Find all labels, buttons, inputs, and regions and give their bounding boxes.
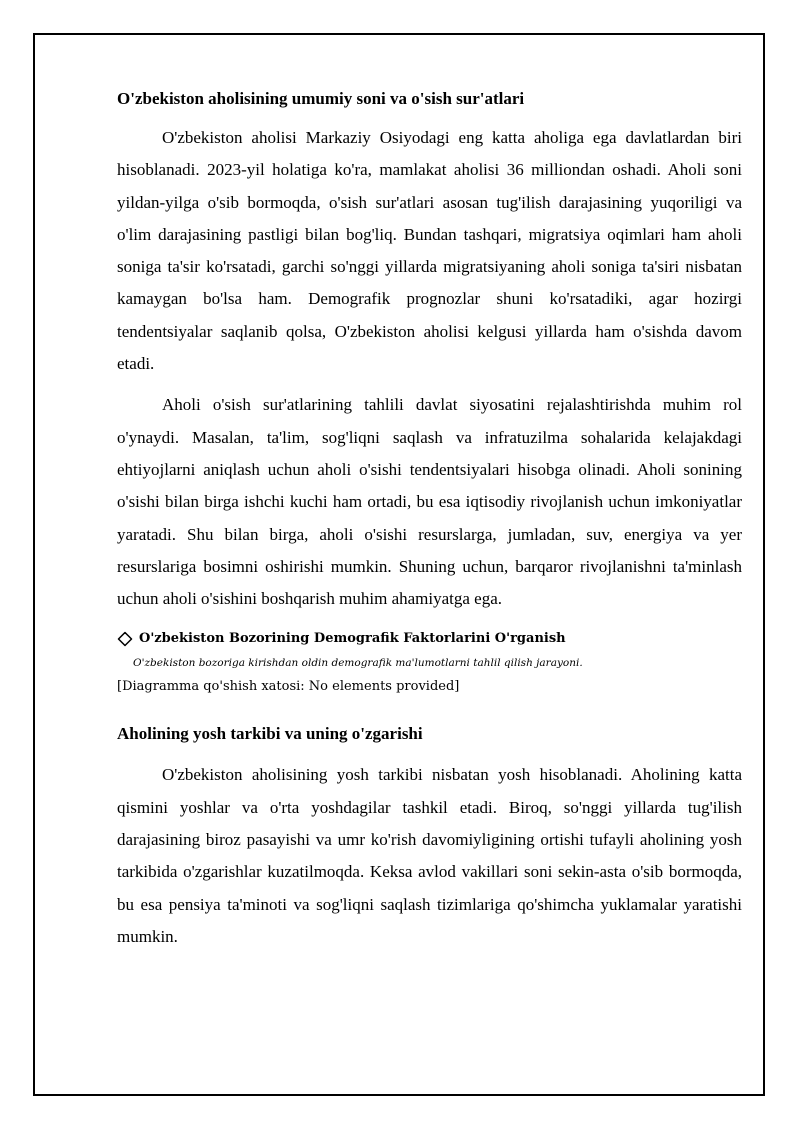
diagram-error-message: [Diagramma qo'shish xatosi: No elements provided] — [117, 679, 460, 695]
section-heading-age-structure: Aholining yosh tarkibi va uning o'zgarishi — [117, 724, 423, 744]
section-heading-population: O'zbekiston aholisining umumiy soni va o'sish sur'atlari — [117, 89, 525, 108]
paragraph-population-1: O'zbekiston aholisi Markaziy Osiyodagi eng katta aholiga ega davlatlardan biri hisoblanadi. 2023-yil holatiga ko'ra, mamlakat aholisi 36 milliondan oshadi. Aholi soni yildan-yilga o'sib bormoqda, o'sish sur'atlari asosan tug'ilish darajasining yuqoriligi va o'lim darajasining pastligi bilan bog'liq. Bundan tashqari, migratsiya oqimlari ham aholi soniga ta'sir ko'rsatadi, garchi so'nggi yillarda migratsiyaning aholi soniga ta'siri nisbatan kamaygan bo'lsa ham. Demografik prognozlar shuni ko'rsatadiki, agar hozirgi tendentsiyalar saqlanib qolsa, O'zbekiston aholisi kelgusi yillarda ham o'sishda davom etadi. — [117, 128, 742, 374]
diagram-title — [117, 629, 742, 649]
diagram-caption: O'zbekiston bozoriga kirishdan oldin demografik ma'lumotlarni tahlil qilish jarayoni. — [133, 657, 583, 670]
paragraph-population-2: Aholi o'sish sur'atlarining tahlili davlat siyosatini rejalashtirishda muhim rol o'ynaydi. Masalan, ta'lim, sog'liqni saqlash va infratuzilma sohalarida kelajakdagi ehtiyojlarni aniqlash uchun aholi o'sishi tendentsiyalari hisobga olinadi. Aholi sonining o'sishi bilan birga ishchi kuchi ham ortadi, bu esa iqtisodiy rivojlanish uchun imkoniyatlar yaratadi. Shu bilan birga, aholi o'sishi resurslarga, jumladan, suv, energiya va yer resurslariga bosimni oshirishi mumkin. Shuning uchun, barqaror rivojlanishni ta'minlash uchun aholi o'sishini boshqarish muhim ahamiyatga ega. — [117, 395, 742, 609]
diamond-icon — [117, 631, 133, 647]
document-body — [117, 84, 742, 953]
paragraph-age-structure-1: O'zbekiston aholisining yosh tarkibi nisbatan yosh hisoblanadi. Aholining katta qismini yoshlar va o'rta yoshdagilar tashkil etadi. Biroq, so'nggi yillarda tug'ilish darajasining biroz pasayishi va umr ko'rish davomiyligining ortishi tufayli aholining yosh tarkibida o'zgarishlar kuzatilmoqda. Keksa avlod vakillari soni sekin-asta o'sib bormoqda, bu esa pensiya ta'minoti va sog'liqni saqlash tizimlariga qo'shimcha yuklamalar yaratishi mumkin. — [117, 765, 742, 946]
diagram-title-text: O'zbekiston Bozorining Demografik Faktorlarini O'rganish — [139, 631, 566, 647]
